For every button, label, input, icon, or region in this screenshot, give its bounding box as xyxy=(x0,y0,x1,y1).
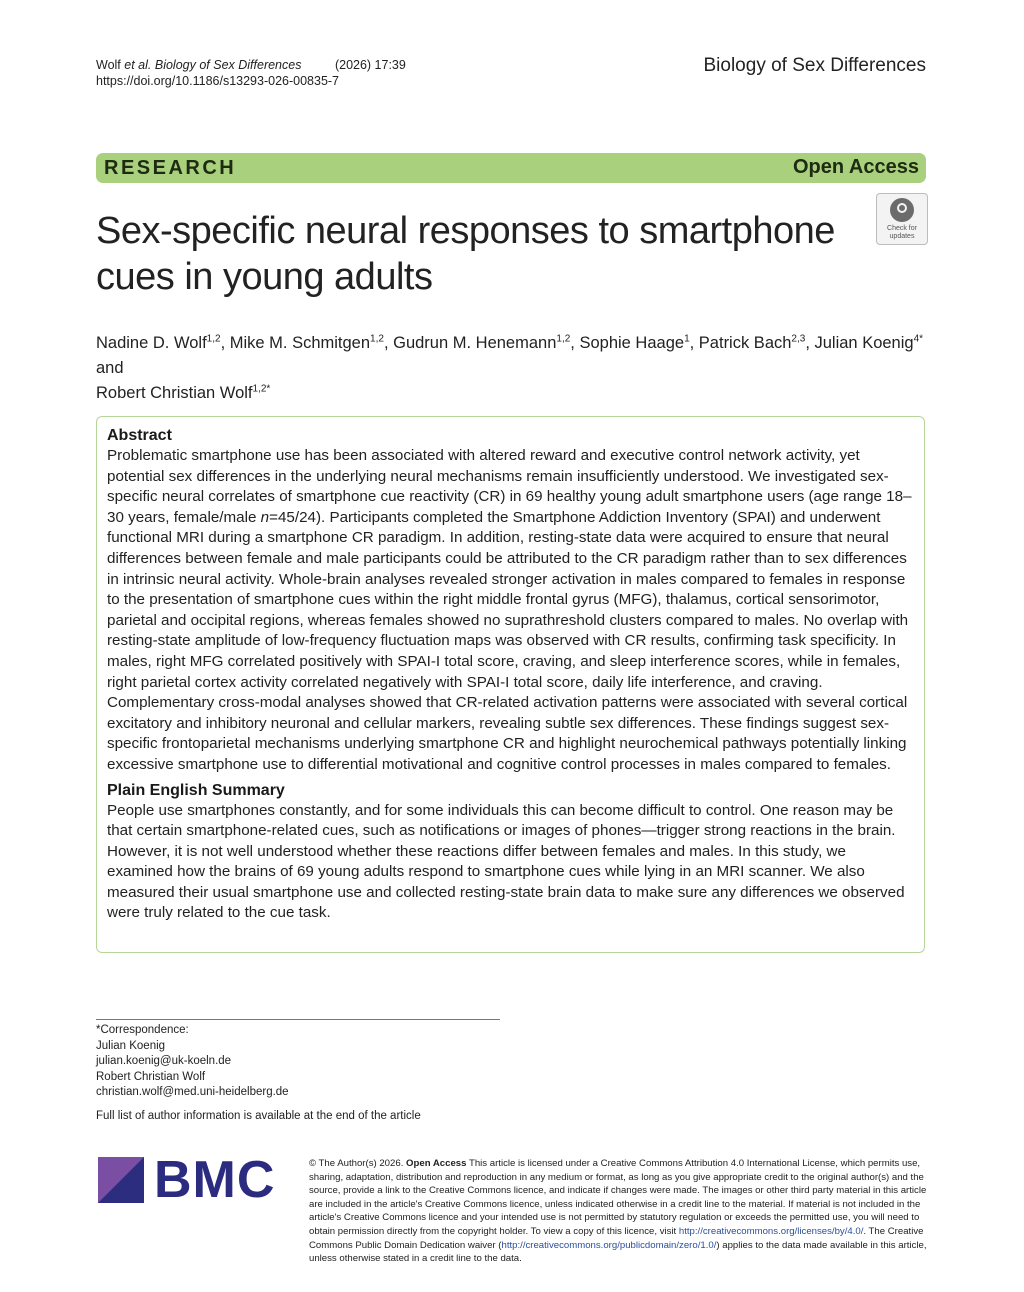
article-type-banner xyxy=(96,153,926,183)
author: Patrick Bach$^{2,3}$ xyxy=(698,333,806,352)
bmc-logo-triangle xyxy=(98,1157,144,1203)
license-link[interactable]: http://creativecommons.org/licenses/by/4.0/ xyxy=(678,1225,864,1237)
abstract-text: Problematic smartphone use has been associated with altered reward and executive control network activity, yet potential sex differences in the underlying neural mechanisms remain insufficiently understood. We investigated sex-specific neural correlates of smartphone cue reactivity (CR) in 69 healthy young adult smartphone users (age range 18–30 years, female/male n=45/24). Participants completed the Smartphone Addiction Inventory (SPAI) and underwent functional MRI during a smartphone CR paradigm. In addition, resting-state data were acquired to ensure that neural differences between female and male participants could be attributed to the CR paradigm rather than to sex differences in intrinsic neural activity. Whole-brain analyses revealed stronger activation in males compared to females in response to the presentation of smartphone cues within the right middle frontal gyrus (MFG), thalamus, cortical sensorimotor, parietal and occipital regions, whereas females showed no suprathreshold clusters compared to males. No overlap with resting-state amplitude of low-frequency fluctuation maps was observed with CR results, confirming task specificity. In males, right MFG correlated positively with SPAI-I total score, craving, and sleep interference scores, while in females, right parietal cortex activity correlated negatively with SPAI-I total score, daily life interference, and craving. Complementary cross-modal analyses showed that CR-related activation patterns were associated with several cortical excitatory and inhibitory neuronal and cellular markers, revealing subtle sex differences. These findings suggest sex-specific frontoparietal mechanisms underlying smartphone CR and highlight neurochemical pathways potentially linking excessive smartphone use to differential motivational and cognitive control processes in males compared to females. xyxy=(107,447,912,773)
citation-journal: Biology of Sex Differences xyxy=(154,58,302,72)
authors-and: and xyxy=(96,359,124,377)
correspondence-label: *Correspondence: xyxy=(96,1024,189,1036)
abstract-box xyxy=(96,416,925,953)
article-type-label: RESEARCH xyxy=(104,157,237,179)
bmc-logo xyxy=(98,1151,288,1209)
citation-etal: et al. xyxy=(124,58,152,72)
open-access-label: Open Access xyxy=(793,156,919,178)
journal-name: Biology of Sex Differences xyxy=(703,55,926,76)
correspondence-block xyxy=(96,1023,289,1101)
author: Robert Christian Wolf$^{1,2*}$ xyxy=(96,383,271,402)
abstract-heading: Abstract xyxy=(107,427,172,444)
bmc-logo-text: BMC xyxy=(154,1151,276,1209)
author-list: Nadine D. Wolf$^{1,2}$, Mike M. Schmitgen$^{1,2}$, Gudrun M. Henemann$^{1,2}$, Sophie Haage$^1$, Patrick Bach$^{2,3}$, Julian Koenig$^{4*}$ and Robert Christian Wolf$^{1,2*}$ xyxy=(96,333,924,402)
plain-summary-text: People use smartphones constantly, and for some individuals this can become difficult to control. One reason may be that certain smartphone-related cues, such as notifications or images of phones—trigger strong reactions in the brain. However, it is not well understood whether these reactions differ between females and males. In this study, we examined how the brains of 69 young adults respond to smartphone cues while lying in an MRI scanner. We also measured their usual smartphone use and collected resting-state brain data to make sure any differences we observed were truly related to the cue task. xyxy=(107,801,905,922)
citation-volume: (2026) 17:39 xyxy=(334,58,406,72)
article-title xyxy=(96,208,856,300)
citation-line xyxy=(96,57,406,73)
citation-author: Wolf xyxy=(96,58,121,72)
author: Julian Koenig$^{4*}$ xyxy=(814,333,924,352)
badge-text: Check for updates xyxy=(887,225,917,240)
author: Sophie Haage$^1$ xyxy=(579,333,690,352)
correspondent-email[interactable]: christian.wolf@med.uni-heidelberg.de xyxy=(96,1086,289,1098)
title-line-2: cues in young adults xyxy=(96,256,433,298)
author: Mike M. Schmitgen$^{1,2}$ xyxy=(229,333,384,352)
license-text: © The Author(s) 2026. Open Access This article is licensed under a Creative Commons Attribution 4.0 International License, which permits use, sharing, adaptation, distribution and reproduction in any medium or format, as long as you give appropriate credit to the original author(s) and the source, provide a link to the Creative Commons licence, and indicate if changes were made. The images or other third party material in this article are included in the article's Creative Commons licence, unless indicated otherwise in a credit line to the material. If material is not included in the article's Creative Commons licence and your intended use is not permitted by statutory regulation or exceeds the permitted use, you will need to obtain permission directly from the copyright holder. To view a copy of this licence, visit http://creativecommons.org/licenses/by/4.0/. The Creative Commons Public Domain Dedication waiver (http://creativecommons.org/publicdomain/zero/1.0/) applies to the data made available in this article, unless otherwise stated in a credit line to the data. xyxy=(309,1158,927,1265)
correspondent-email[interactable]: julian.koenig@uk-koeln.de xyxy=(96,1055,232,1067)
waiver-link[interactable]: http://creativecommons.org/publicdomain/zero/1.0/ xyxy=(501,1239,717,1251)
plain-summary-heading: Plain English Summary xyxy=(107,781,285,799)
citation-header xyxy=(96,57,406,89)
crossmark-icon xyxy=(890,198,914,222)
footnote-divider xyxy=(96,1019,500,1020)
author: Nadine D. Wolf$^{1,2}$ xyxy=(96,333,221,352)
correspondent-name: Julian Koenig xyxy=(96,1039,166,1052)
title-line-1: Sex-specific neural responses to smartphone xyxy=(96,210,835,252)
check-for-updates-badge[interactable] xyxy=(876,193,928,245)
author: Gudrun M. Henemann$^{1,2}$ xyxy=(393,333,571,352)
author-info-note: Full list of author information is available at the end of the article xyxy=(96,1110,421,1122)
correspondent-name: Robert Christian Wolf xyxy=(96,1070,206,1083)
doi-link[interactable]: https://doi.org/10.1186/s13293-026-00835-7 xyxy=(96,74,340,88)
